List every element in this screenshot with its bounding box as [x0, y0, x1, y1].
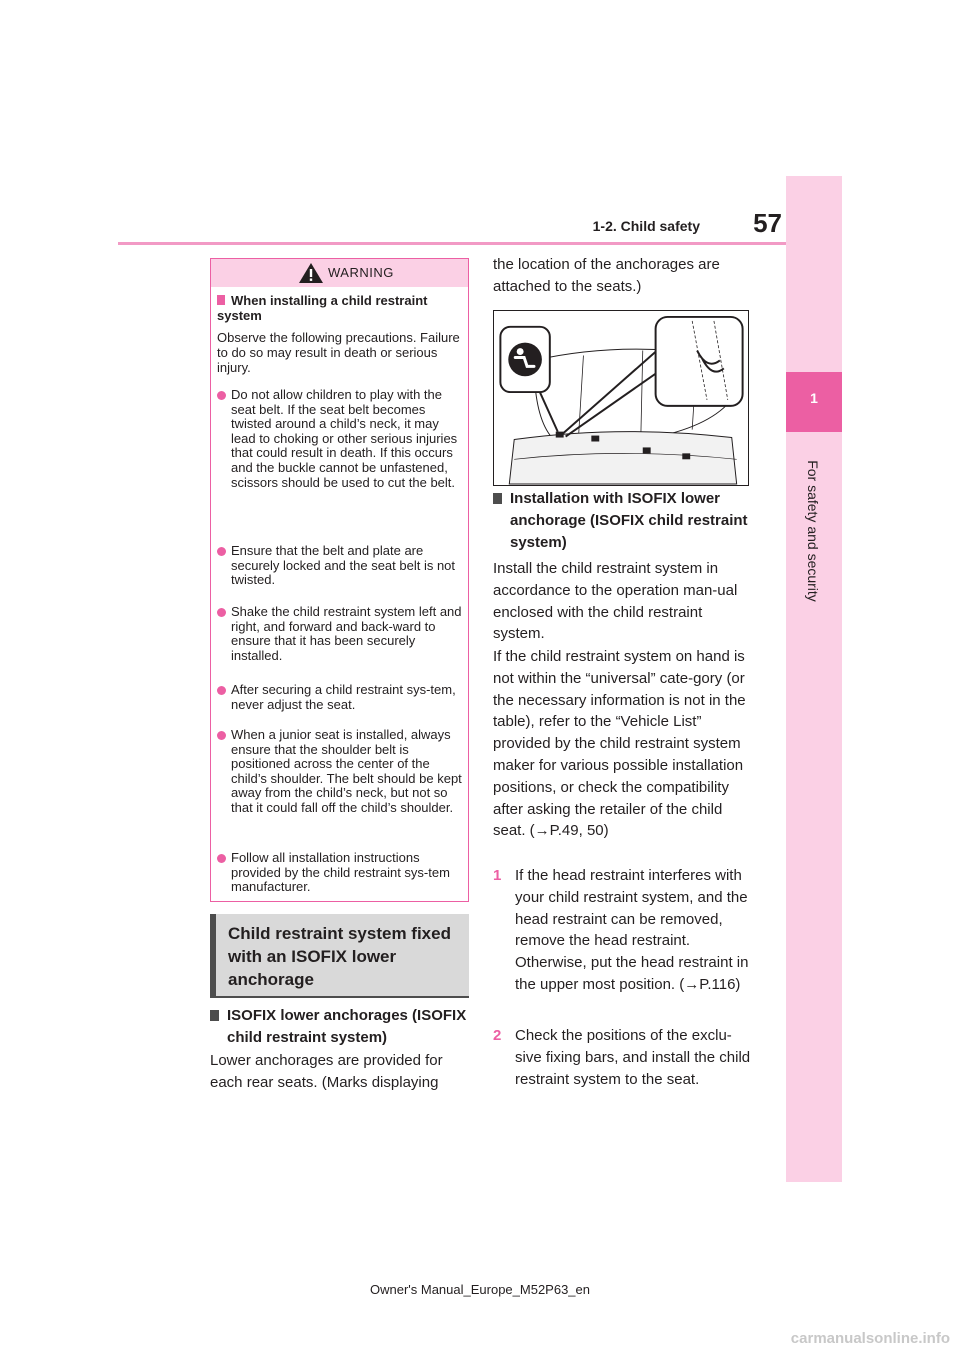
warning-bullet: Shake the child restraint system left and right, and forward and back-ward to ensure that it has been securely installed. [217, 605, 463, 663]
warning-bullet: After securing a child restraint sys-tem, never adjust the seat. [217, 683, 463, 712]
isofix-seat-figure [493, 310, 749, 486]
warning-box [210, 258, 469, 902]
page-number: 57 [753, 208, 782, 238]
installation-step: 1 If the head restraint interferes with your child restraint system, and the head restraint can be removed, remove the head restraint. Otherwise, put the head restraint in the upper most position. (→P.116) [493, 867, 749, 993]
section-title: 1-2. Child safety [592, 218, 700, 234]
warning-header [211, 259, 468, 287]
watermark: carmanualsonline.info [790, 1330, 950, 1347]
warning-triangle-icon [298, 262, 324, 284]
footer-text: Owner's Manual_Europe_M52P63_en [369, 1282, 590, 1297]
square-bullet-icon [217, 295, 225, 305]
bullet-dot-icon [217, 547, 226, 556]
bullet-dot-icon [217, 854, 226, 863]
isofix-lower-text-2: the location of the anchorages are attached to the seats.) [493, 256, 720, 295]
section-heading-text: Child restraint system fixed with an ISOFIX lower anchorage [228, 924, 451, 989]
warning-intro: Observe the following precautions. Failure to do so may result in death or serious injury. [217, 330, 460, 375]
side-tab [786, 176, 842, 1182]
chapter-title: For safety and security [805, 460, 821, 602]
square-bullet-icon [210, 1010, 219, 1021]
header-rule [118, 242, 786, 245]
installation-para-1: Install the child restraint system in accordance to the operation man-ual enclosed with the child restraint system. [493, 560, 738, 643]
square-bullet-icon [493, 493, 502, 504]
warning-subheading: When installing a child restraint system [217, 293, 428, 323]
bullet-dot-icon [217, 608, 226, 617]
installation-heading: Installation with ISOFIX lower anchorage (ISOFIX child restraint system) [493, 488, 755, 554]
installation-step: 2 Check the positions of the exclu-sive fixing bars, and install the child restraint system to the seat. [493, 1027, 751, 1088]
step-number: 2 [493, 1027, 502, 1044]
warning-bullet: When a junior seat is installed, always ensure that the shoulder belt is positioned across the center of the child’s shoulder. The belt should be kept away from the child’s neck, but not so that it could fall off the child’s shoulder. [217, 728, 463, 816]
installation-para-2: If the child restraint system on hand is not within the “universal” cate-gory (or the necessary information is not in the table), refer to the “Vehicle List” provided by the child restraint system maker for various possible installation positions, or check the compatibility after asking the retailer of the child seat. (→P.49, 50) [493, 648, 746, 840]
isofix-lower-heading: ISOFIX lower anchorages (ISOFIX child restraint system) [210, 1005, 472, 1049]
bullet-dot-icon [217, 731, 226, 740]
warning-label: WARNING [328, 265, 394, 280]
isofix-lower-text-1: Lower anchorages are provided for each rear seats. (Marks displaying [210, 1052, 443, 1091]
warning-bullet: Follow all installation instructions provided by the child restraint sys-tem manufacturer. [217, 851, 463, 895]
bullet-dot-icon [217, 686, 226, 695]
bullet-dot-icon [217, 391, 226, 400]
chapter-number: 1 [810, 390, 818, 406]
warning-bullet: Do not allow children to play with the seat belt. If the seat belt becomes twisted around a child’s neck, it may lead to choking or other serious injuries that could result in death. If this occurs and the buckle cannot be unfastened, scissors should be used to cut the belt. [217, 388, 463, 490]
section-heading [210, 914, 469, 998]
warning-bullet: Ensure that the belt and plate are securely locked and the seat belt is not twisted. [217, 544, 463, 588]
step-number: 1 [493, 867, 502, 884]
